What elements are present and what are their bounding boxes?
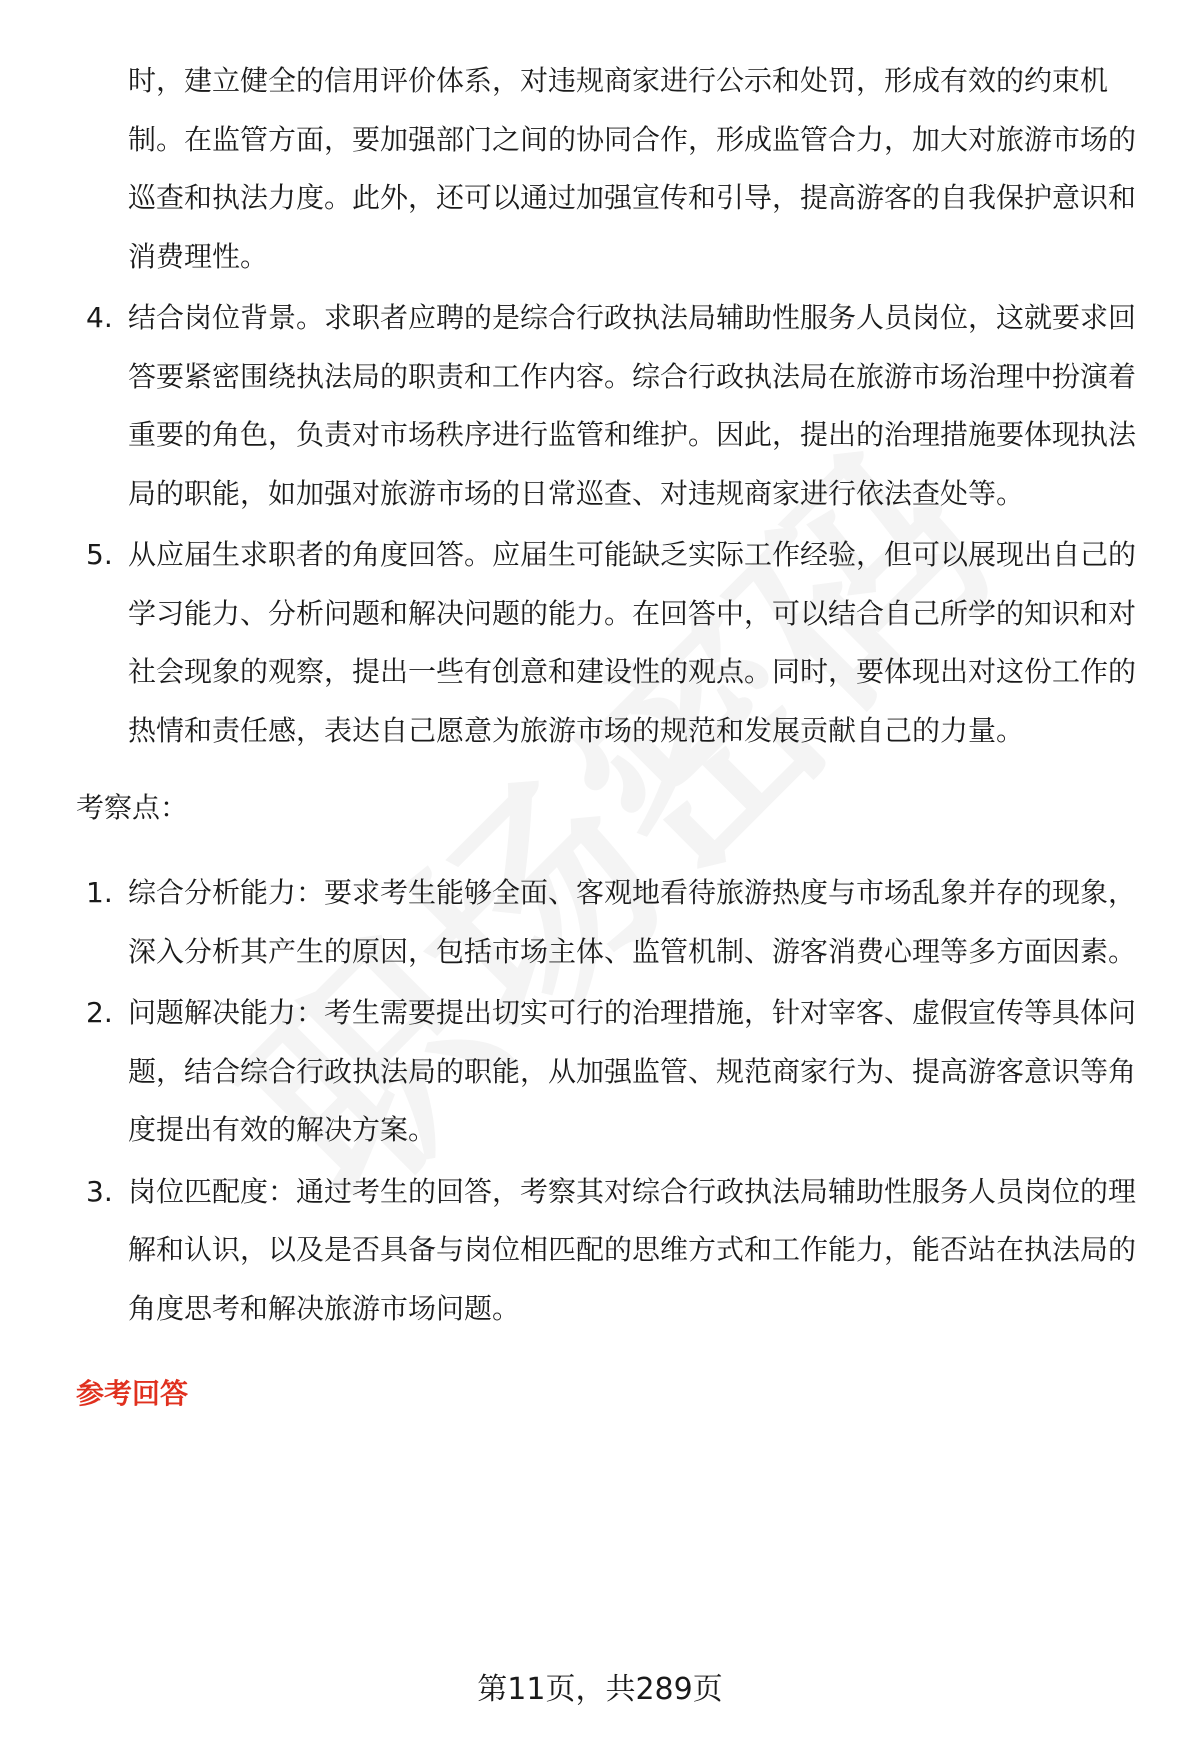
list-item bbox=[76, 984, 1144, 1160]
continued-paragraph: 时，建立健全的信用评价体系，对违规商家进行公示和处罚，形成有效的约束机制。在监管方面，要加强部门之间的协同合作，形成监管合力，加大对旅游市场的巡查和执法力度。此外，还可以通过加强宣传和引导，提高游客的自我保护意识和消费理性。 bbox=[128, 64, 1137, 273]
list-item-text: 结合岗位背景。求职者应聘的是综合行政执法局辅助性服务人员岗位，这就要求回答要紧密围绕执法局的职责和工作内容。综合行政执法局在旅游市场治理中扮演着重要的角色，负责对市场秩序进行监管和维护。因此，提出的治理措施要体现执法局的职能，如加强对旅游市场的日常巡查、对违规商家进行依法查处等。 bbox=[128, 301, 1137, 510]
list-number: 3. bbox=[86, 1174, 113, 1208]
points-list bbox=[76, 864, 1144, 1338]
reference-answer-heading: 参考回答 bbox=[76, 1377, 189, 1410]
list-item bbox=[76, 289, 1144, 523]
page-footer: 第11页，共289页 bbox=[477, 1672, 723, 1707]
list-number: 5. bbox=[86, 538, 113, 571]
section-heading: 考察点： bbox=[76, 791, 189, 824]
list-item bbox=[76, 1163, 1144, 1339]
list-number: 4. bbox=[86, 301, 113, 334]
list-item-text: 从应届生求职者的角度回答。应届生可能缺乏实际工作经验，但可以展现出自己的学习能力、分析问题和解决问题的能力。在回答中，可以结合自己所学的知识和对社会现象的观察，提出一些有创意和建设性的观点。同时，要体现出对这份工作的热情和责任感，表达自己愿意为旅游市场的规范和发展贡献自己的力量。 bbox=[128, 538, 1137, 747]
list-number: 1. bbox=[86, 876, 113, 909]
list-item bbox=[76, 864, 1144, 981]
page-content bbox=[76, 52, 1144, 1414]
list-item bbox=[76, 526, 1144, 760]
list-item-text: 综合分析能力：要求考生能够全面、客观地看待旅游热度与市场乱象并存的现象，深入分析其产生的原因，包括市场主体、监管机制、游客消费心理等多方面因素。 bbox=[128, 876, 1137, 968]
list-number: 2. bbox=[86, 996, 113, 1029]
list-item-text: 问题解决能力：考生需要提出切实可行的治理措施，针对宰客、虚假宣传等具体问题，结合综合行政执法局的职能，从加强监管、规范商家行为、提高游客意识等角度提出有效的解决方案。 bbox=[128, 996, 1137, 1146]
tips-list bbox=[76, 289, 1144, 760]
list-item-text: 岗位匹配度：通过考生的回答，考察其对综合行政执法局辅助性服务人员岗位的理解和认识，以及是否具备与岗位相匹配的思维方式和工作能力，能否站在执法局的角度思考和解决旅游市场问题。 bbox=[128, 1174, 1137, 1325]
